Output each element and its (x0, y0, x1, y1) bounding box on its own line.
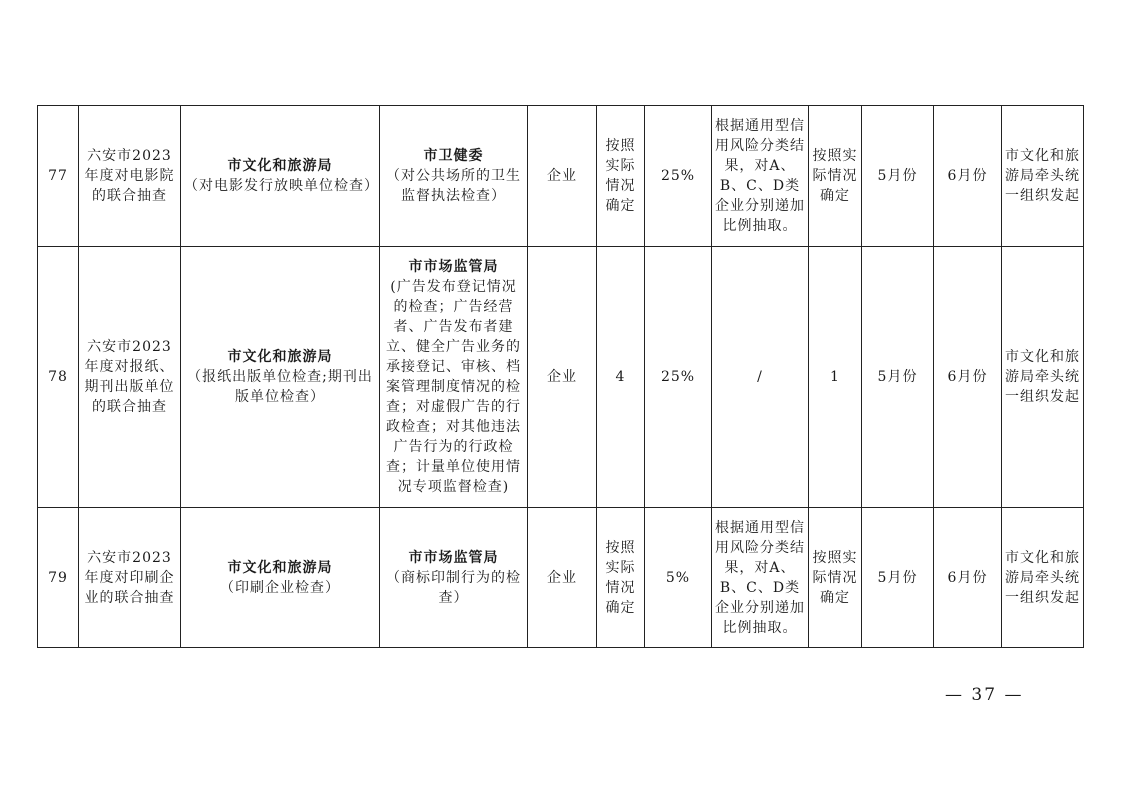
cooperating-department-detail: （对公共场所的卫生监督执法检查） (386, 168, 521, 204)
row-number: 77 (38, 106, 79, 247)
table-row (38, 247, 1084, 508)
cooperating-department-name: 市卫健委 (423, 148, 484, 164)
cooperating-department-detail: (广告发布登记情况的检查；广告经营者、广告发布者建立、健全广告业务的承接登记、审核、档案管理制度情况的检查；对虚假广告的行政检查；对其他违法广告行为的行政检查；计量单位使用情况专项监督检查) (386, 279, 521, 495)
start-month: 5月份 (862, 106, 934, 247)
project-name: 六安市2023年度对电影院的联合抽查 (79, 106, 181, 247)
lead-department-name: 市文化和旅游局 (227, 559, 333, 576)
lead-department (181, 247, 380, 508)
inspection-table (37, 105, 1084, 648)
cooperating-department (380, 247, 528, 508)
table-row (38, 106, 1084, 247)
lead-department-detail: （报纸出版单位检查;期刊出版单位检查） (187, 369, 373, 405)
cooperating-department-detail: （商标印制行为的检查） (386, 569, 521, 606)
sample-count: 按照实际情况确定 (597, 508, 645, 648)
inspection-object: 企业 (528, 106, 597, 247)
cooperating-department (380, 106, 528, 247)
cooperating-department (380, 508, 528, 648)
sampling-method: 根据通用型信用风险分类结果，对A、B、C、D类企业分别递加比例抽取。 (712, 106, 809, 247)
start-month: 5月份 (862, 247, 934, 508)
remark: 市文化和旅游局牵头统一组织发起 (1002, 508, 1084, 648)
remark: 市文化和旅游局牵头统一组织发起 (1002, 106, 1084, 247)
end-month: 6月份 (934, 106, 1002, 247)
inspection-times: 按照实际情况确定 (809, 508, 862, 648)
cooperating-department-name: 市市场监管局 (408, 549, 499, 566)
inspection-object: 企业 (528, 508, 597, 648)
lead-department-detail: （对电影发行放映单位检查） (184, 178, 379, 194)
lead-department (181, 508, 380, 648)
sample-count: 4 (597, 247, 645, 508)
sample-count: 按照实际情况确定 (597, 106, 645, 247)
sample-ratio: 25% (645, 106, 712, 247)
lead-department-name: 市文化和旅游局 (227, 349, 333, 365)
sample-ratio: 5% (645, 508, 712, 648)
end-month: 6月份 (934, 247, 1002, 508)
row-number: 79 (38, 508, 79, 648)
row-number: 78 (38, 247, 79, 508)
inspection-times: 按照实际情况确定 (809, 106, 862, 247)
lead-department-name: 市文化和旅游局 (227, 158, 333, 174)
sample-ratio: 25% (645, 247, 712, 508)
inspection-object: 企业 (528, 247, 597, 508)
page-number: — 37 — (945, 685, 1024, 705)
sampling-method: 根据通用型信用风险分类结果，对A、B、C、D类企业分别递加比例抽取。 (712, 508, 809, 648)
project-name: 六安市2023年度对印刷企业的联合抽查 (79, 508, 181, 648)
cooperating-department-name: 市市场监管局 (408, 259, 499, 275)
table-row (38, 508, 1084, 648)
sampling-method: / (712, 247, 809, 508)
lead-department (181, 106, 380, 247)
project-name: 六安市2023年度对报纸、期刊出版单位的联合抽查 (79, 247, 181, 508)
remark: 市文化和旅游局牵头统一组织发起 (1002, 247, 1084, 508)
inspection-times: 1 (809, 247, 862, 508)
lead-department-detail: （印刷企业检查） (220, 579, 340, 596)
end-month: 6月份 (934, 508, 1002, 648)
start-month: 5月份 (862, 508, 934, 648)
